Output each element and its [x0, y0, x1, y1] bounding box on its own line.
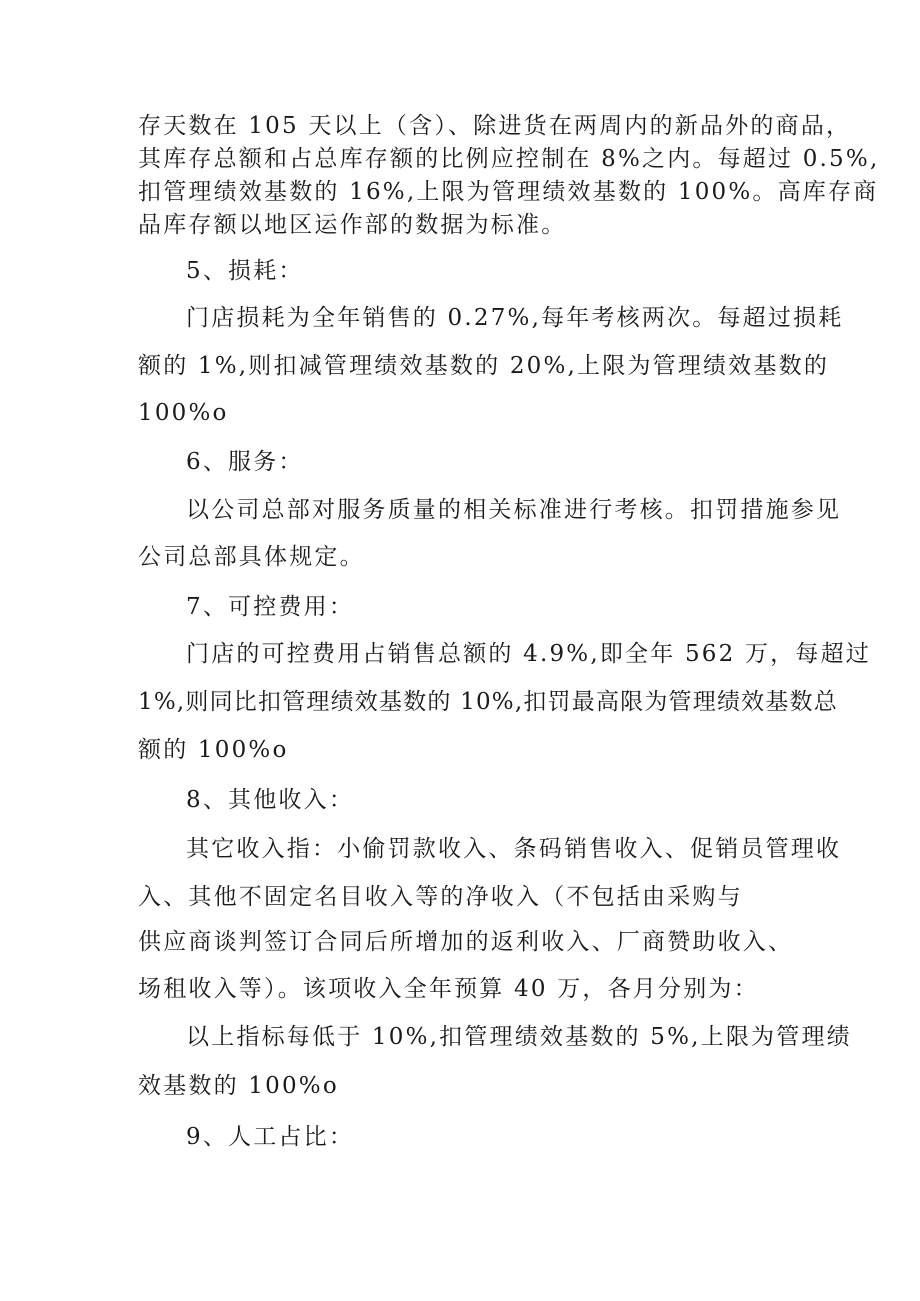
paragraph-line: 100%o: [138, 400, 229, 426]
paragraph-line: 场租收入等）。该项收入全年预算 40 万，各月分别为：: [138, 976, 759, 1002]
paragraph-line: 额的 1%,则扣减管理绩效基数的 20%,上限为管理绩效基数的: [138, 353, 830, 379]
paragraph-line: 以上指标每低于 10%,扣管理绩效基数的 5%,上限为管理绩: [186, 1024, 852, 1050]
section-heading: 7、可控费用：: [186, 594, 355, 620]
paragraph-line: 效基数的 100%o: [138, 1073, 339, 1099]
paragraph-line: 门店的可控费用占销售总额的 4.9%,即全年 562 万，每超过: [186, 641, 871, 667]
paragraph-line: 扣管理绩效基数的 16%,上限为管理绩效基数的 100%。高库存商: [138, 179, 879, 205]
paragraph-line: 入、其他不固定名目收入等的净收入（不包括由采购与: [138, 884, 743, 910]
section-heading: 5、损耗：: [186, 258, 304, 284]
paragraph-line: 其它收入指：小偷罚款收入、条码销售收入、促销员管理收: [186, 836, 842, 862]
paragraph-line: 门店损耗为全年销售的 0.27%,每年考核两次。每超过损耗: [186, 305, 844, 331]
paragraph-line: 以公司总部对服务质量的相关标准进行考核。扣罚措施参见: [186, 497, 842, 523]
section-heading: 9、人工占比：: [186, 1124, 355, 1150]
paragraph-line: 1%,则同比扣管理绩效基数的 10%,扣罚最高限为管理绩效基数总: [138, 689, 838, 715]
paragraph-line: 供应商谈判签订合同后所增加的返利收入、厂商赞助收入、: [138, 929, 794, 955]
paragraph-line: 其库存总额和占总库存额的比例应控制在 8%之内。每超过 0.5%,: [138, 146, 880, 172]
section-heading: 6、服务：: [186, 449, 304, 475]
paragraph-line: 品库存额以地区运作部的数据为标准。: [138, 212, 567, 238]
paragraph-line: 存天数在 105 天以上（含）、除进货在两周内的新品外的商品，: [138, 113, 852, 139]
paragraph-line: 额的 100%o: [138, 737, 289, 763]
paragraph-line: 公司总部具体规定。: [138, 544, 365, 570]
section-heading: 8、其他收入：: [186, 787, 355, 813]
